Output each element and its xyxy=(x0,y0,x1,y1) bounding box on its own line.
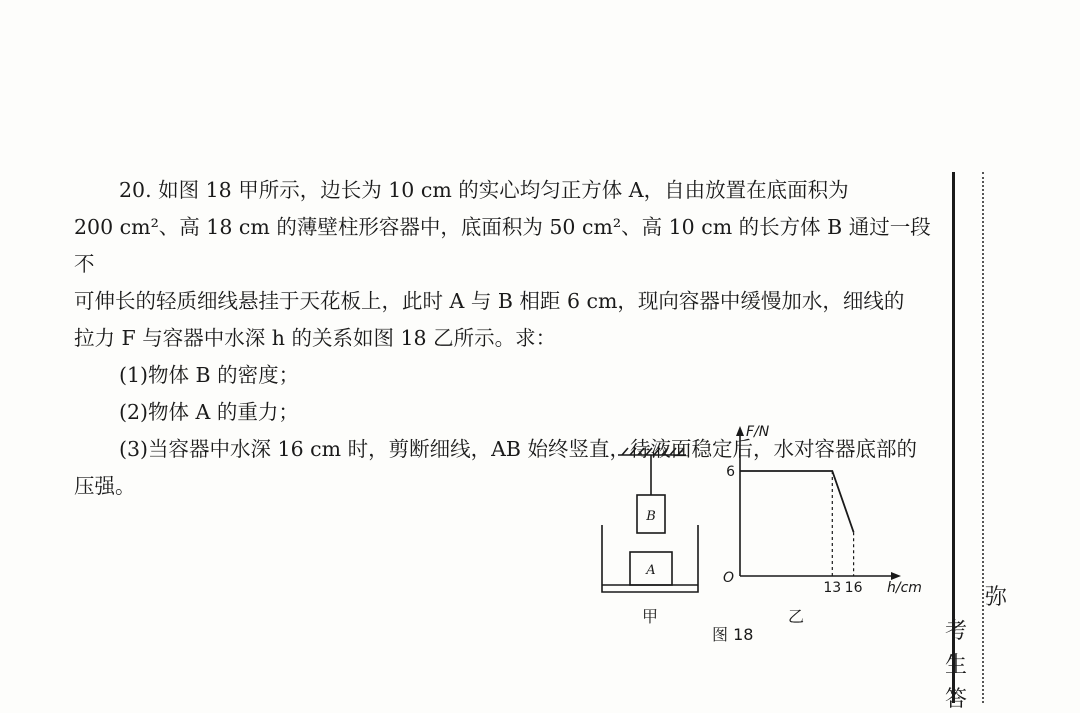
origin-label: O xyxy=(723,570,735,586)
margin-char-4: 答 xyxy=(945,687,968,712)
figure-caption: 图 18 xyxy=(712,625,754,644)
margin-char-1: 弥 xyxy=(985,585,1008,610)
block-a-label: A xyxy=(646,563,656,578)
container xyxy=(602,525,698,592)
y-tick-label-1: 6 xyxy=(726,464,735,480)
x-tick-label-2: 16 xyxy=(844,580,863,596)
question-1: (1)物体 B 的密度； xyxy=(119,363,300,387)
problem-line-3: 可伸长的轻质细线悬挂于天花板上，此时 A 与 B 相距 6 cm，现向容器中缓慢加水，细线的 xyxy=(74,289,905,313)
force-depth-chart xyxy=(715,418,930,608)
problem-line-1: 20. 如图 18 甲所示，边长为 10 cm 的实心均匀正方体 A，自由放置在底面积为 xyxy=(119,178,849,202)
figure-right-label: 乙 xyxy=(788,607,805,626)
y-axis-label: F/N xyxy=(746,424,770,440)
x-axis-arrow xyxy=(891,572,901,580)
figure-apparatus-diagram xyxy=(590,440,710,620)
x-tick-label-1: 13 xyxy=(823,580,842,596)
problem-line-2: 200 cm²、高 18 cm 的薄壁柱形容器中，底面积为 50 cm²、高 10 cm 的长方体 B 通过一段不 xyxy=(74,215,931,276)
y-axis-arrow xyxy=(736,426,744,436)
binding-dotted-line xyxy=(982,172,984,703)
question-3: (3)当容器中水深 16 cm 时，剪断细线，AB 始终竖直，待液面稳定后，水对容器底部的 xyxy=(119,437,917,461)
margin-char-2: 考 xyxy=(945,619,968,644)
question-3-continued: 压强。 xyxy=(74,474,136,498)
x-axis-label: h/cm xyxy=(887,580,922,596)
series-line xyxy=(740,471,854,532)
margin-char-3: 生 xyxy=(945,653,968,678)
problem-line-4: 拉力 F 与容器中水深 h 的关系如图 18 乙所示。求： xyxy=(74,326,557,350)
figure-left-label: 甲 xyxy=(642,607,659,626)
question-2: (2)物体 A 的重力； xyxy=(119,400,299,424)
block-b-label: B xyxy=(646,509,656,524)
